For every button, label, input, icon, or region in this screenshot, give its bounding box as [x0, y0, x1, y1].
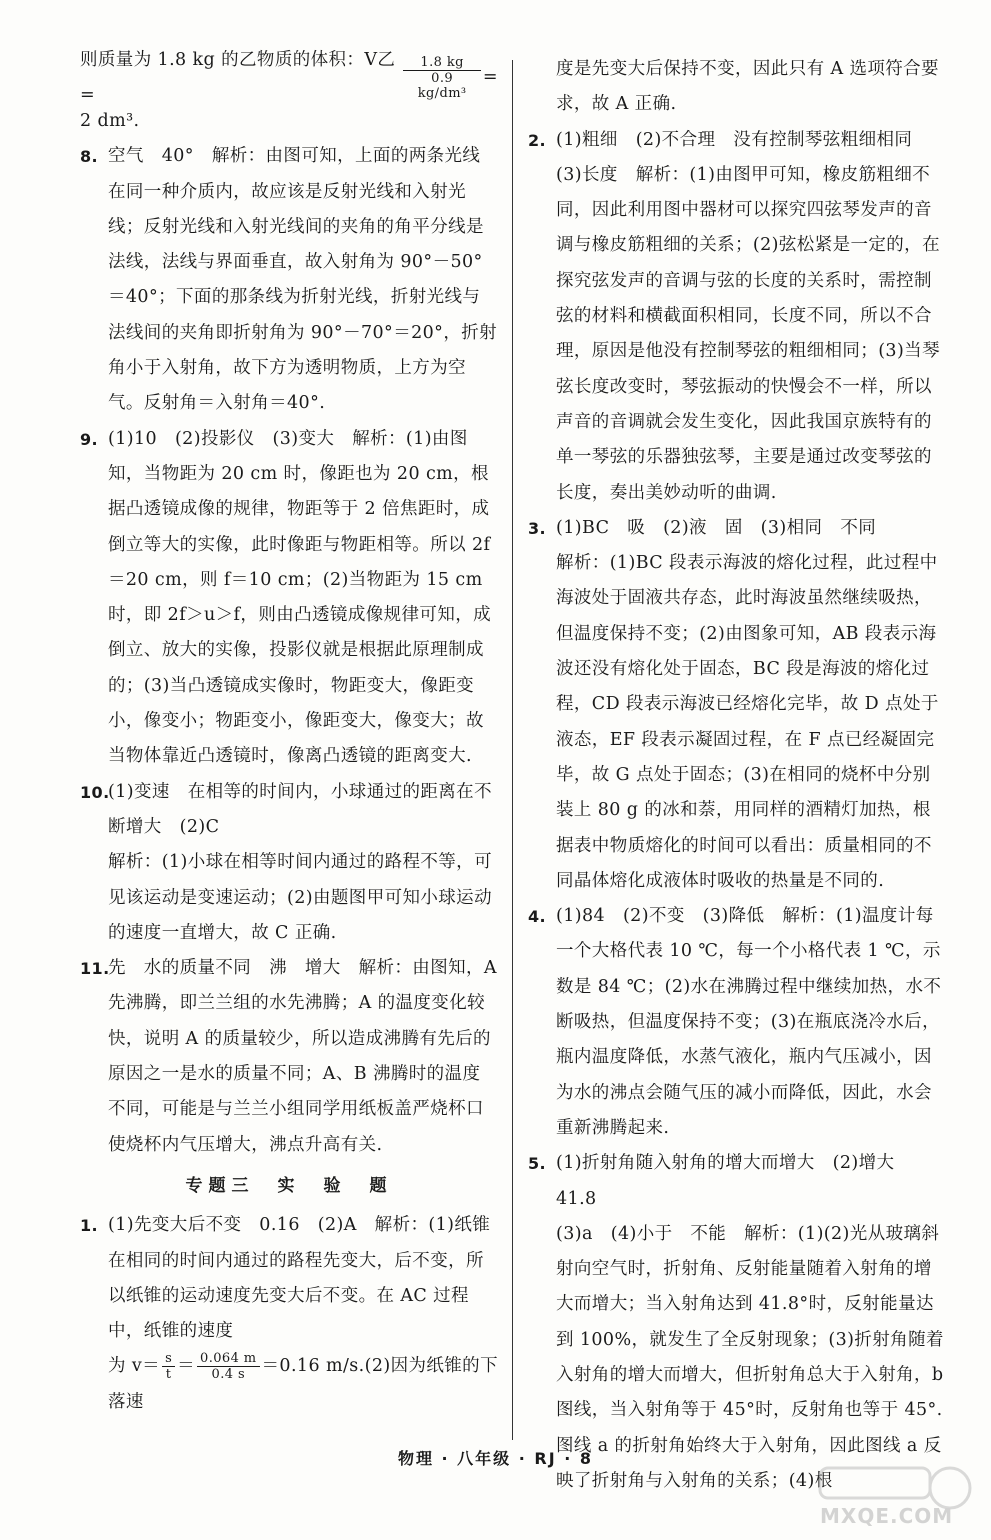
answer-text: (1)先变大后不变 0.16 (2)A 解析：(1)纸锥在相同的时间内通过的路程先变大，后不变，所以纸锥的运动速度先变大后不变。在 AC 过程中，纸锥的速度 [108, 1215, 491, 1342]
fraction-distance-time [197, 1351, 259, 1382]
experiment-answer-3 [528, 511, 946, 899]
answer-9 [80, 422, 498, 775]
experiment-answer-2 [528, 123, 946, 511]
velocity-result: ＝0.16 m/s.(2)因为纸锥的下落速 [108, 1356, 498, 1412]
answer-body [556, 123, 946, 511]
answer-text: (1)BC 吸 (2)液 固 (3)相同 不同 [556, 517, 877, 538]
answer-text: 空气 40° 解析：由图可知，上面的两条光线在同一种介质内，故应该是反射光线和入射光线；反射光线和入射光线间的夹角的角平分线是法线，法线与界面垂直，故入射角为 90°－50°＝40°；下面的那条线为折射光线，折射光线与法线间的夹角即折射角为 90°－70°＝20°，折射角小于入射角，故下方为透明物质，上方为空气。反射角＝入射角＝40°. [108, 146, 498, 414]
fraction-s-over-t [162, 1351, 175, 1382]
continued-text: 度是先变大后保持不变，因此只有 A 选项符合要求，故 A 正确. [556, 59, 939, 115]
volume-equation [80, 49, 498, 105]
answer-text: (1)粗细 (2)不合理 没有控制琴弦粗细相同 [556, 129, 913, 150]
answer-text: (1)折射角随入射角的增大而增大 (2)增大 41.8 [556, 1153, 913, 1209]
answer-body [108, 775, 498, 951]
velocity-prefix: 为 v＝ [108, 1356, 161, 1377]
question-number: 4. [528, 907, 547, 927]
analysis-text: (3)a (4)小于 不能 解析：(1)(2)光从玻璃斜射向空气时，折射角、反射能量随着入射角的增大而增大；当入射角达到 41.8°时，反射能量达到 100%，就发生了全反射现象；(3)折射角随着入射角的增大而增大，但折射角总大于入射角，b 图线，当入射角等于 45°时，反射角也等于 45°.图线 a 的折射角始终大于入射角，因此图线 a 反映了折射角与入射角的关系；(4)根 [556, 1223, 944, 1491]
answer-body [556, 511, 946, 899]
volume-result: 2 dm³. [80, 111, 140, 131]
page-footer: 物理 · 八年级 · RJ · 8 [397, 1449, 594, 1468]
fraction-denominator: t [165, 1367, 172, 1383]
question-number: 11. [80, 959, 110, 979]
answer-text: 先 水的质量不同 沸 增大 解析：由图知，A 先沸腾，即兰兰组的水先沸腾；A 的温度变化较快，说明 A 的质量较少，所以造成沸腾有先后的原因之一是水的质量不同；A、B 沸腾时的温度不同，可能是与兰兰小组同学用纸板盖严烧杯口使烧杯内气压增大，沸点升高有关. [108, 958, 497, 1155]
answer-text: (1)变速 在相等的时间内，小球通过的距离在不断增大 (2)C [108, 781, 492, 837]
equals-sign: = [482, 67, 498, 88]
question-number: 10. [80, 782, 110, 802]
equals-sign: ＝ [177, 1356, 196, 1377]
experiment-answer-4 [528, 899, 946, 1146]
column-divider [512, 60, 513, 1440]
answer-body [108, 1208, 498, 1420]
question-number: 9. [80, 429, 99, 449]
question-number: 5. [528, 1154, 547, 1174]
equation-text: 则质量为 1.8 kg 的乙物质的体积：V乙 = [80, 49, 396, 105]
answer-text: (1)10 (2)投影仪 (3)变大 解析：(1)由图知，当物距为 20 cm 时，像距也为 20 cm，根据凸透镜成像的规律，物距等于 2 倍焦距时，成倒立等大的实像，此时像距与物距相等。所以 2f＝20 cm，则 f＝10 cm；(2)当物距为 15 cm 时，即 2f＞u＞f，则由凸透镜成像规律可知，成倒立、放大的实像，投影仪就是根据此原理制成的；(3)当凸透镜成实像时，物距变大，像距变小，像变小；物距变小，像距变大，像变大；故当物体靠近凸透镜时，像离凸透镜的距离变大. [108, 428, 492, 767]
question-number: 3. [528, 518, 547, 538]
fraction-numerator: 1.8 kg [403, 55, 481, 71]
fraction-numerator: s [162, 1351, 175, 1367]
question-number: 2. [528, 130, 547, 150]
left-column [80, 49, 498, 1420]
right-column [528, 52, 946, 1499]
fraction-numerator: 0.064 m [197, 1351, 259, 1367]
answer-8 [80, 139, 498, 421]
watermark-text: MXQE.COM [820, 1504, 954, 1528]
fraction-mass-density [403, 55, 481, 101]
question-number: 1. [80, 1216, 99, 1236]
analysis-text: (3)长度 解析：(1)由图甲可知，橡皮筋粗细不同，因此利用图中器材可以探究四弦琴发声的音调与橡皮筋粗细的关系；(2)弦松紧是一定的，在探究弦发声的音调与弦的长度的关系时，需控制弦的材料和横截面积相同，长度不同，所以不合理，原因是他没有控制琴弦的粗细相同；(3)当琴弦长度改变时，琴弦振动的快慢会不一样，所以声音的音调就会发生变化，因此我国京族特有的单一琴弦的乐器独弦琴，主要是通过改变琴弦的长度，奏出美妙动听的曲调. [556, 164, 940, 503]
fraction-denominator: 0.9 kg/dm³ [417, 71, 467, 101]
experiment-answer-1 [80, 1208, 498, 1420]
fraction-denominator: 0.4 s [211, 1367, 246, 1383]
answer-11 [80, 951, 498, 1163]
answer-text: (1)84 (2)不变 (3)降低 解析：(1)温度计每一个大格代表 10 ℃，每一个小格代表 1 ℃，示数是 84 ℃；(2)水在沸腾过程中继续加热，水不断吸热，但温度保持不变；(3)在瓶底浇冷水后，瓶内温度降低，水蒸气液化，瓶内气压减小，因为水的沸点会随气压的减小而降低，因此，水会重新沸腾起来. [556, 906, 942, 1138]
question-number: 8. [80, 147, 99, 167]
analysis-text: 解析：(1)BC 段表示海波的熔化过程，此过程中海波处于固液共存态，此时海波虽然继续吸热，但温度保持不变；(2)由图象可知，AB 段表示海波还没有熔化处于固态，BC 段是海波的熔化过程，CD 段表示海波已经熔化完毕，故 D 点处于液态，EF 段表示凝固过程，在 F 点已经凝固完毕，故 G 点处于固态；(3)在相同的烧杯中分别装上 80 g 的冰和萘，用同样的酒精灯加热，根据表中物质熔化的时间可以看出：质量相同的不同晶体熔化成液体时吸收的热量是不同的. [556, 553, 939, 891]
answer-10 [80, 775, 498, 951]
analysis-text: 解析：(1)小球在相等时间内通过的路程不等，可见该运动是变速运动；(2)由题图甲可知小球运动的速度一直增大，故 C 正确. [108, 852, 492, 943]
watermark-logo [800, 1462, 990, 1536]
section-heading: 专题三 实 验 题 [185, 1175, 393, 1196]
